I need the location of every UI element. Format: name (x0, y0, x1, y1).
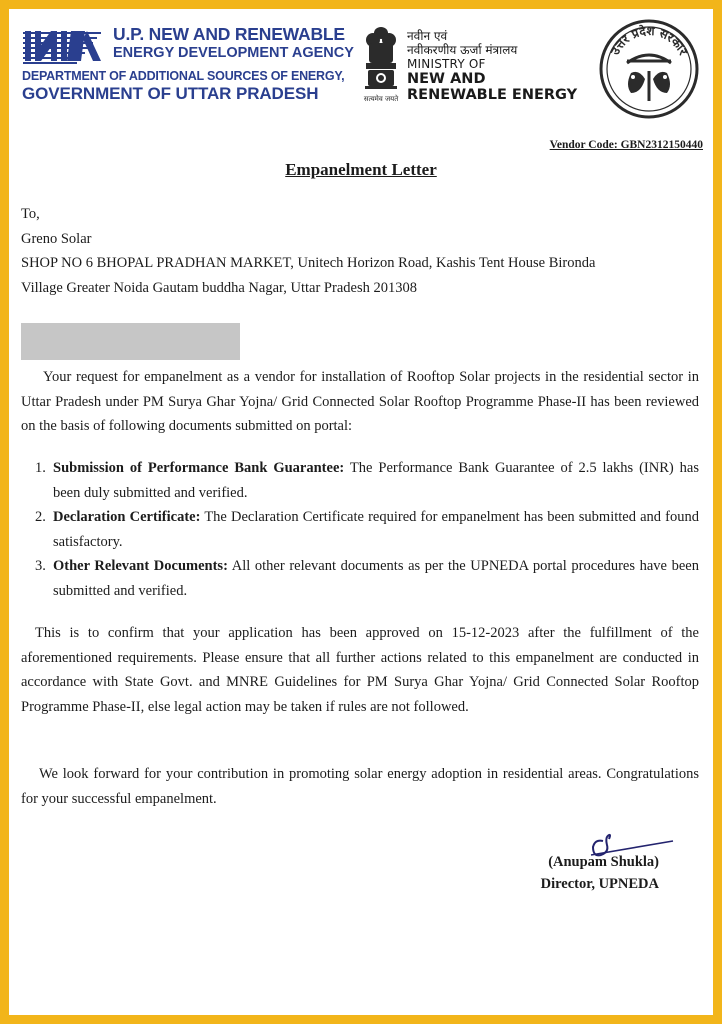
ministry-english-line1: MINISTRY OF (407, 57, 486, 71)
salutation: To, (21, 206, 40, 222)
svg-text:उत्तर प्रदेश सरकार: उत्तर प्रदेश सरकार (607, 23, 691, 58)
list-item-number: 2. (35, 509, 46, 525)
list-item (21, 554, 699, 603)
list-item-title: Declaration Certificate: (53, 509, 201, 525)
recipient-address-line2: Village Greater Noida Gautam buddha Nagar, Uttar Pradesh 201308 (21, 280, 417, 296)
documents-list (21, 456, 699, 603)
list-item-text: All other relevant documents as per the UPNEDA portal procedures have been submitted and verified. (53, 558, 699, 599)
recipient-name: Greno Solar (21, 231, 92, 247)
list-item-text: The Performance Bank Guarantee of 2.5 lakhs (INR) has been duly submitted and verified. (53, 460, 699, 501)
letter-page (9, 9, 713, 1015)
letterhead (9, 9, 713, 124)
up-government-seal-icon (597, 17, 701, 121)
ministry-hindi-line2: नवीकरणीय ऊर्जा मंत्रालय (407, 43, 518, 57)
department-line2: GOVERNMENT OF UTTAR PRADESH (22, 84, 319, 103)
agency-name-line2: ENERGY DEVELOPMENT AGENCY (113, 45, 354, 61)
signatory-name: (Anupam Shukla) (548, 854, 659, 870)
letter-title: Empanelment Letter (285, 160, 437, 179)
signatory-designation: Director, UPNEDA (540, 876, 659, 892)
ministry-hindi-line1: नवीन एवं (407, 29, 448, 43)
national-emblem-icon (361, 23, 401, 107)
list-item (21, 505, 699, 554)
list-item (21, 456, 699, 505)
vendor-code: Vendor Code: GBN2312150440 (549, 139, 703, 151)
redacted-block (21, 323, 240, 360)
list-item-title: Other Relevant Documents: (53, 558, 228, 574)
list-item-text: The Declaration Certificate required for empanelment has been submitted and found satisfactory. (53, 509, 699, 550)
svg-text:सत्यमेव जयते: सत्यमेव जयते (363, 95, 399, 103)
ministry-english-line3: RENEWABLE ENERGY (407, 87, 578, 103)
intro-paragraph: Your request for empanelment as a vendor for installation of Rooftop Solar projects in the residential sector in Uttar Pradesh under PM Surya Ghar Yojna/ Grid Connected Solar Rooftop Programme Phase-II has been reviewed on the basis of following documents submitted on portal: (21, 369, 699, 434)
list-item-title: Submission of Performance Bank Guarantee: (53, 460, 345, 476)
department-line1: DEPARTMENT OF ADDITIONAL SOURCES OF ENERGY, (22, 69, 345, 83)
ministry-english-line2: NEW AND (407, 71, 486, 87)
list-item-number: 3. (35, 558, 46, 574)
closing-paragraph: We look forward for your contribution in promoting solar energy adoption in residential areas. Congratulations for your successful empanelment. (21, 766, 699, 807)
list-item-number: 1. (35, 460, 46, 476)
recipient-address-line1: SHOP NO 6 BHOPAL PRADHAN MARKET, Unitech Horizon Road, Kashis Tent House Bironda (21, 255, 596, 271)
agency-name-line1: U.P. NEW AND RENEWABLE (113, 24, 345, 44)
upneda-logo-icon (21, 27, 105, 67)
confirmation-paragraph: This is to confirm that your application has been approved on 15-12-2023 after the fulfillment of the aforementioned requirements. Please ensure that all further actions related to this empanelment are conducted in accordance with State Govt. and MNRE Guidelines for PM Surya Ghar Yojna/ Grid Connected Solar Rooftop Programme Phase-II, else legal action may be taken if rules are not followed. (21, 625, 699, 715)
